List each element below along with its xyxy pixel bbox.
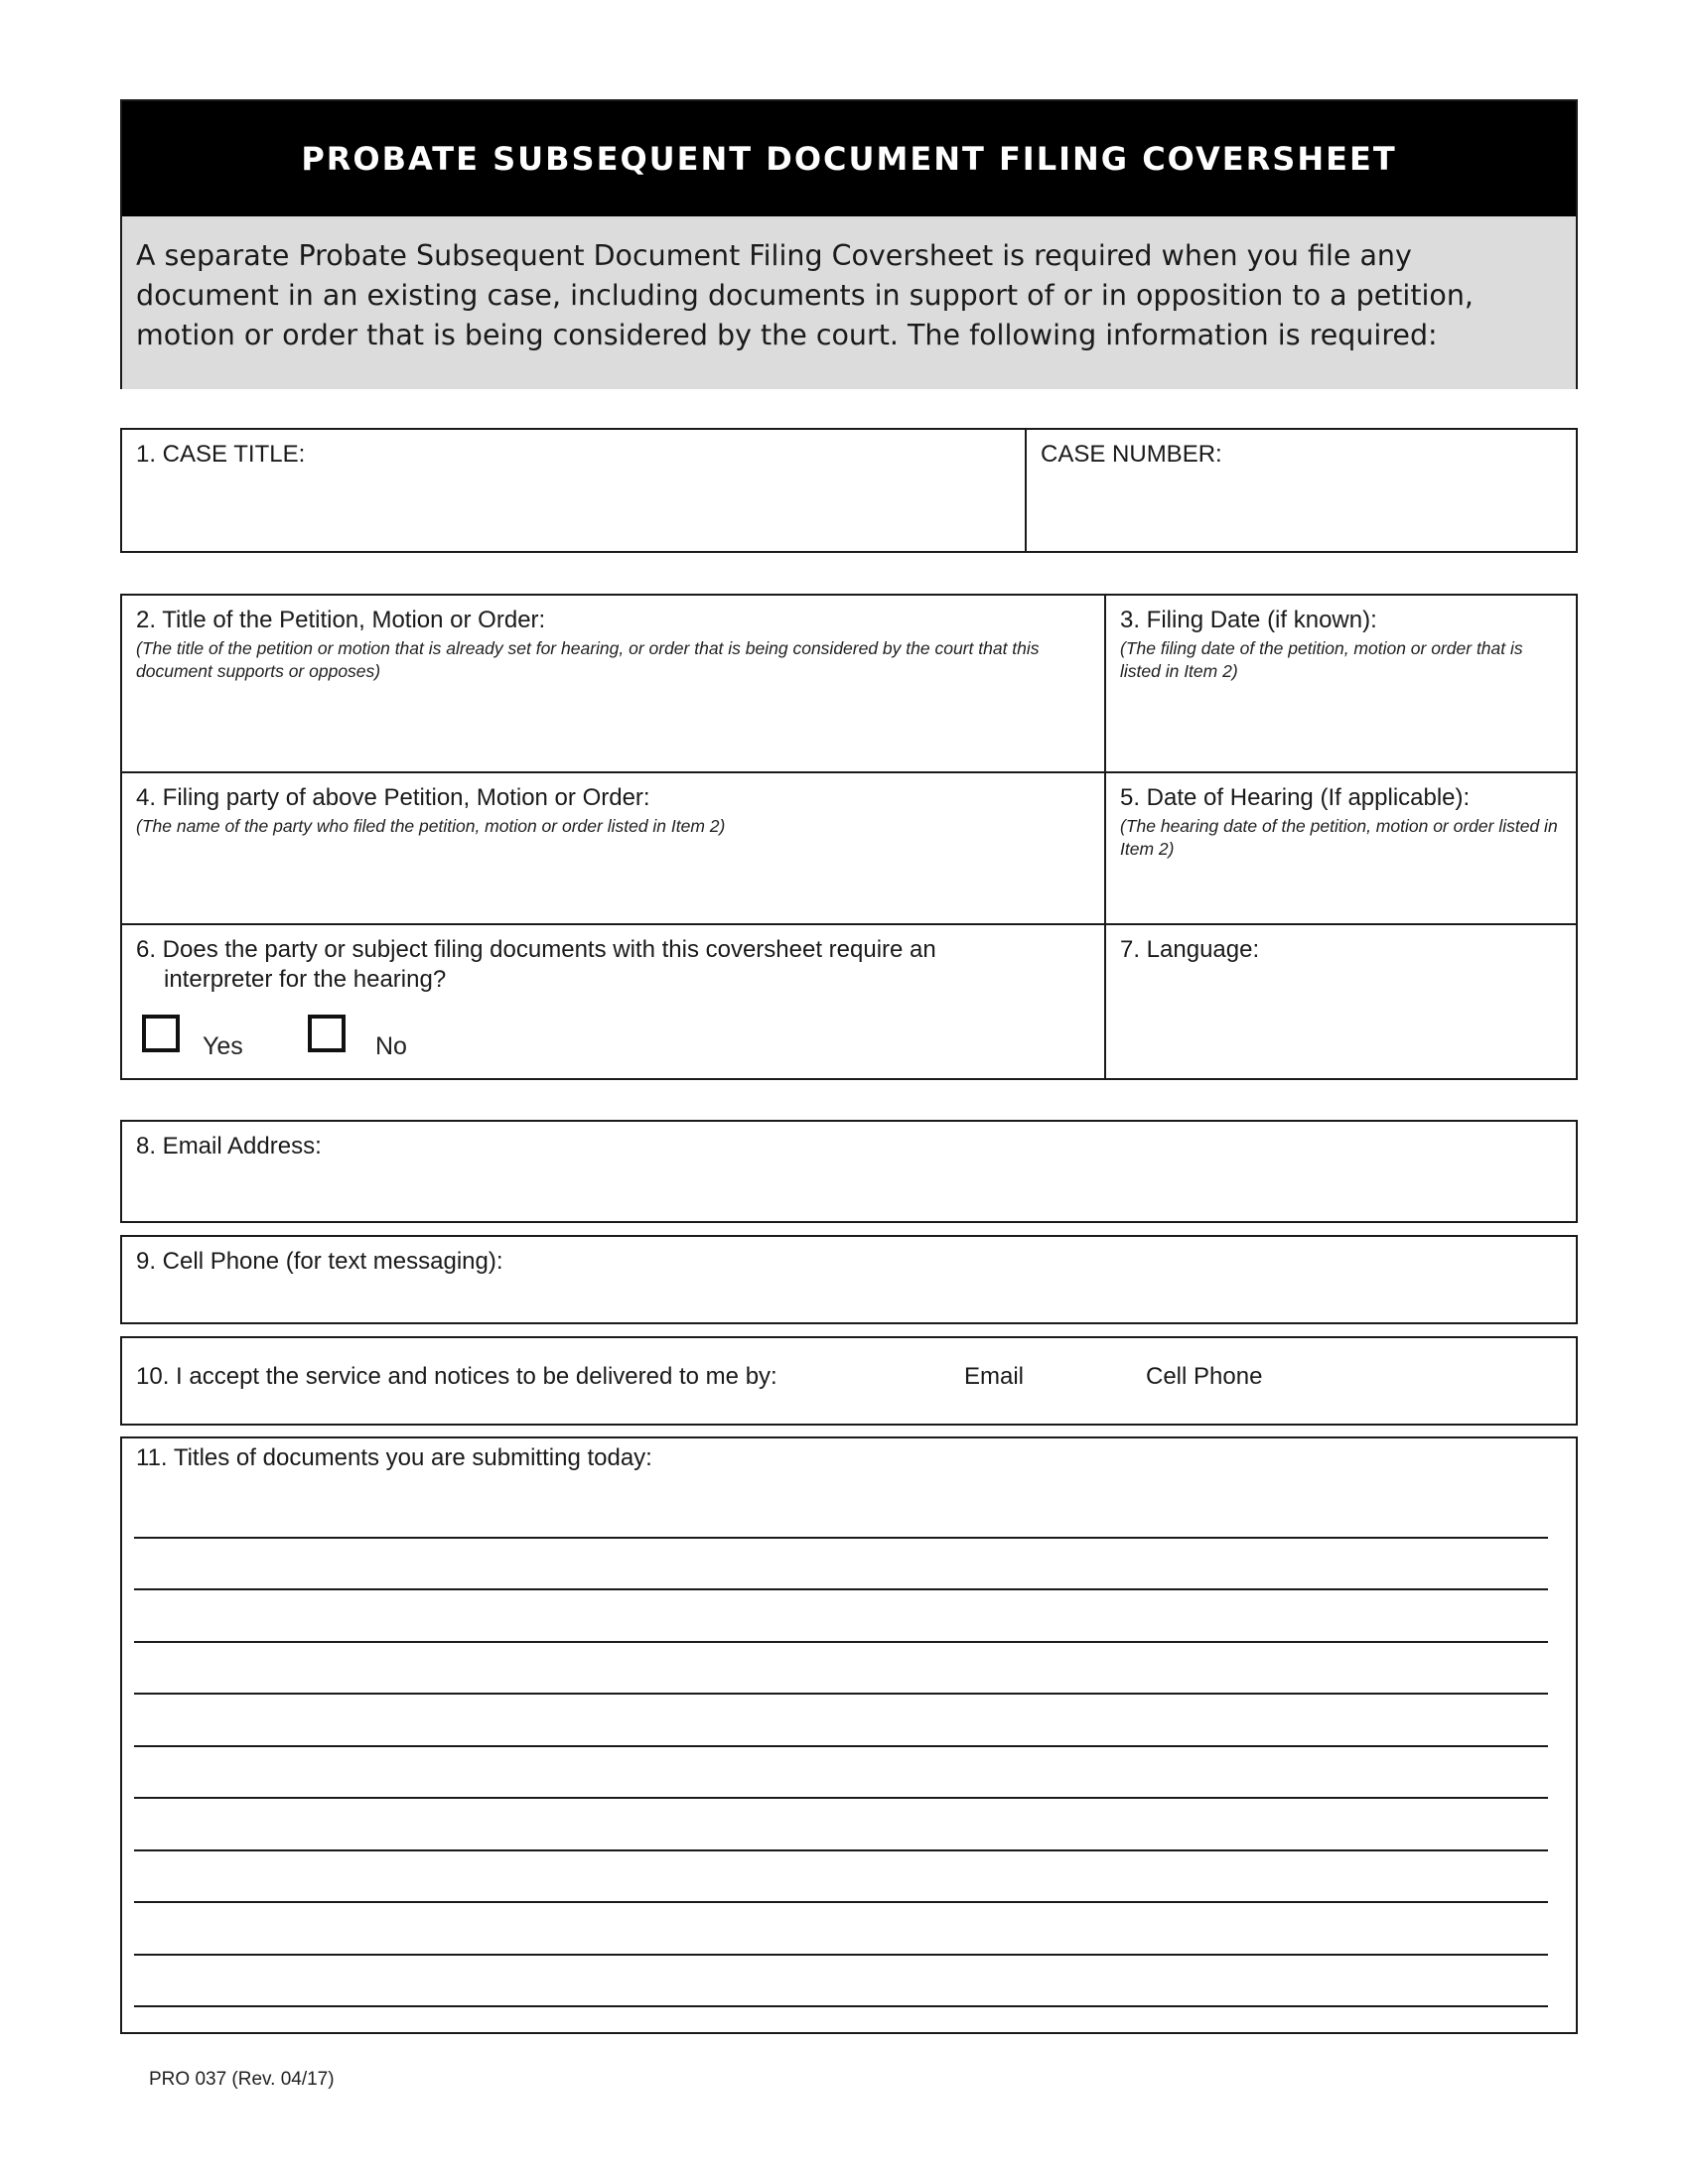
interpreter-yes-checkbox[interactable] — [142, 1015, 180, 1052]
form-id-footer: PRO 037 (Rev. 04/17) — [149, 2069, 335, 2090]
case-number-label: CASE NUMBER: — [1041, 441, 1222, 468]
service-cell-phone-option[interactable]: Cell Phone — [1146, 1363, 1263, 1390]
document-title-line-4[interactable] — [134, 1693, 1548, 1695]
service-delivery-label: 10. I accept the service and notices to be delivered to me by: — [136, 1363, 777, 1390]
document-title-line-3[interactable] — [134, 1641, 1548, 1643]
document-title-line-1[interactable] — [134, 1537, 1548, 1539]
document-title-line-9[interactable] — [134, 1954, 1548, 1956]
document-titles-label: 11. Titles of documents you are submitting today: — [136, 1444, 652, 1471]
case-title-label: 1. CASE TITLE: — [136, 441, 306, 468]
document-title-line-8[interactable] — [134, 1901, 1548, 1903]
document-title-line-7[interactable] — [134, 1849, 1548, 1851]
petition-title-field[interactable] — [122, 596, 1104, 771]
language-label: 7. Language: — [1120, 936, 1260, 963]
interpreter-label-line2: interpreter for the hearing? — [164, 966, 447, 993]
filing-date-hint: (The filing date of the petition, motion or order that is listed in Item 2) — [1120, 638, 1523, 681]
document-title-line-10[interactable] — [134, 2005, 1548, 2007]
document-title-line-6[interactable] — [134, 1797, 1548, 1799]
hearing-date-field[interactable] — [1106, 773, 1576, 923]
hearing-date-hint: (The hearing date of the petition, motion or order listed in Item 2) — [1120, 816, 1558, 859]
form-title: PROBATE SUBSEQUENT DOCUMENT FILING COVERSHEET — [122, 101, 1576, 216]
filing-party-hint: (The name of the party who filed the petition, motion or order listed in Item 2) — [136, 816, 726, 836]
filing-date-label: 3. Filing Date (if known): — [1120, 607, 1377, 633]
cell-phone-label: 9. Cell Phone (for text messaging): — [136, 1248, 503, 1275]
form-intro: A separate Probate Subsequent Document Filing Coversheet is required when you file any document in an existing case, including documents in support of or in opposition to a petition, motion or order that is being considered by the court. The following information is required: — [122, 216, 1576, 389]
case-title-field[interactable] — [122, 430, 1025, 551]
interpreter-no-checkbox[interactable] — [308, 1015, 346, 1052]
filing-party-field[interactable] — [122, 773, 1104, 923]
email-address-field[interactable] — [120, 1120, 1578, 1223]
service-email-option[interactable]: Email — [964, 1363, 1025, 1390]
form-header — [120, 99, 1578, 389]
case-number-field[interactable] — [1027, 430, 1576, 551]
email-address-label: 8. Email Address: — [136, 1133, 322, 1160]
filing-party-label: 4. Filing party of above Petition, Motion or Order: — [136, 784, 650, 811]
document-title-line-2[interactable] — [134, 1588, 1548, 1590]
cell-phone-field[interactable] — [120, 1235, 1578, 1324]
petition-title-label: 2. Title of the Petition, Motion or Order: — [136, 607, 546, 633]
interpreter-question — [122, 925, 1104, 1078]
interpreter-yes-label: Yes — [203, 1032, 243, 1060]
filing-date-field[interactable] — [1106, 596, 1576, 771]
interpreter-no-label: No — [375, 1032, 407, 1060]
document-titles-box — [120, 1436, 1578, 2034]
language-field[interactable] — [1106, 925, 1576, 1078]
petition-title-hint: (The title of the petition or motion that is already set for hearing, or order that is being considered by the court that this document supports or opposes) — [136, 638, 1040, 681]
interpreter-label-line1: 6. Does the party or subject filing documents with this coversheet require an — [136, 936, 936, 963]
document-title-line-5[interactable] — [134, 1745, 1548, 1747]
hearing-date-label: 5. Date of Hearing (If applicable): — [1120, 784, 1471, 811]
